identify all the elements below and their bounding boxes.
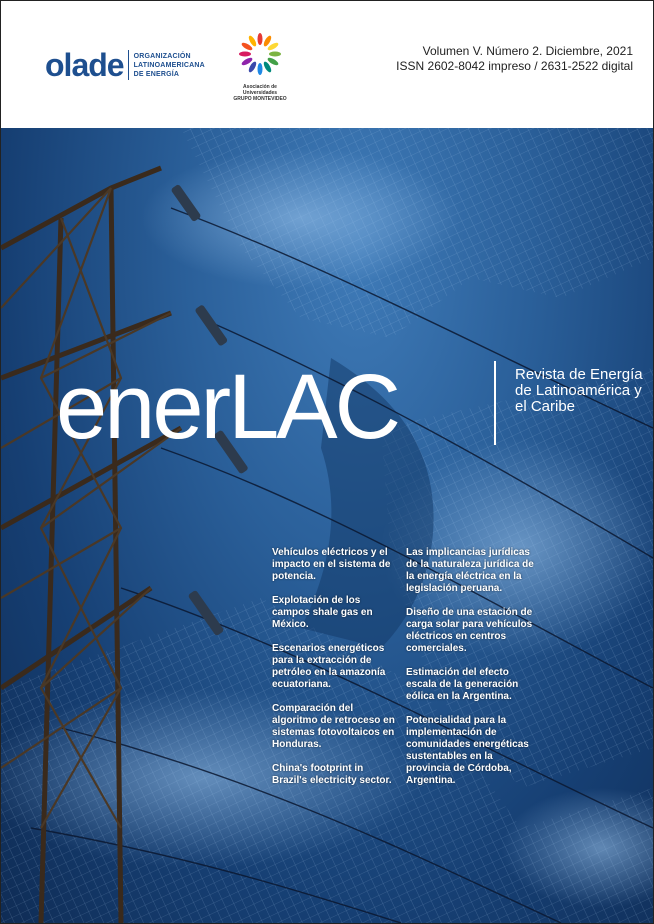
magazine-title-block <box>56 357 653 457</box>
montevideo-flower-icon <box>233 29 287 79</box>
article-title: Las implicancias jurídicas de la naturaleza jurídica de la energía eléctrica en la legislación peruana. <box>406 547 534 594</box>
articles-right-column <box>406 547 536 799</box>
magazine-title: enerLAC <box>56 356 399 458</box>
articles-left-column <box>272 547 397 799</box>
olade-org-line-2: LATINOAMERICANA <box>133 61 205 69</box>
article-title: Comparación del algoritmo de retroceso en sistemas fotovoltaicos en Honduras. <box>272 703 395 750</box>
article-title: Potencialidad para la implementación de comunidades energéticas sustentables en la provincia de Córdoba, Argentina. <box>406 715 529 786</box>
transmission-tower-image <box>1 128 653 923</box>
issue-issn: ISSN 2602-8042 impreso / 2631-2522 digital <box>396 59 633 73</box>
article-title: China's footprint in Brazil's electricity sector. <box>272 763 392 786</box>
montevideo-group-logo <box>233 29 287 102</box>
montevideo-caption-line-2: GRUPO MONTEVIDEO <box>233 96 287 102</box>
title-divider <box>494 361 496 445</box>
issue-volume: Volumen V. Número 2. Diciembre, 2021 <box>422 44 633 58</box>
article-title: Explotación de los campos shale gas en México. <box>272 595 373 630</box>
olade-logo-wordmark: olade <box>45 47 124 83</box>
article-title: Escenarios energéticos para la extracción de petróleo en la amazonía ecuatoriana. <box>272 643 386 690</box>
cover-header <box>1 1 653 128</box>
article-title: Vehículos eléctricos y el impacto en el sistema de potencia. <box>272 547 391 582</box>
olade-logo <box>45 49 205 81</box>
olade-logo-divider <box>128 50 129 80</box>
montevideo-caption-line-1: Asociación de Universidades <box>242 84 278 96</box>
cover-photo-area <box>1 128 653 923</box>
article-title: Diseño de una estación de carga solar para vehículos eléctricos en centros comerciales. <box>406 607 533 654</box>
olade-org-line-1: ORGANIZACIÓN <box>133 52 191 60</box>
article-title: Estimación del efecto escala de la generación eólica en la Argentina. <box>406 667 519 702</box>
issue-info <box>396 44 633 74</box>
olade-org-line-3: DE ENERGÍA <box>133 70 180 78</box>
magazine-subtitle: Revista de Energía de Latinoamérica y el Caribe <box>515 366 643 415</box>
olade-org-name <box>134 52 205 79</box>
